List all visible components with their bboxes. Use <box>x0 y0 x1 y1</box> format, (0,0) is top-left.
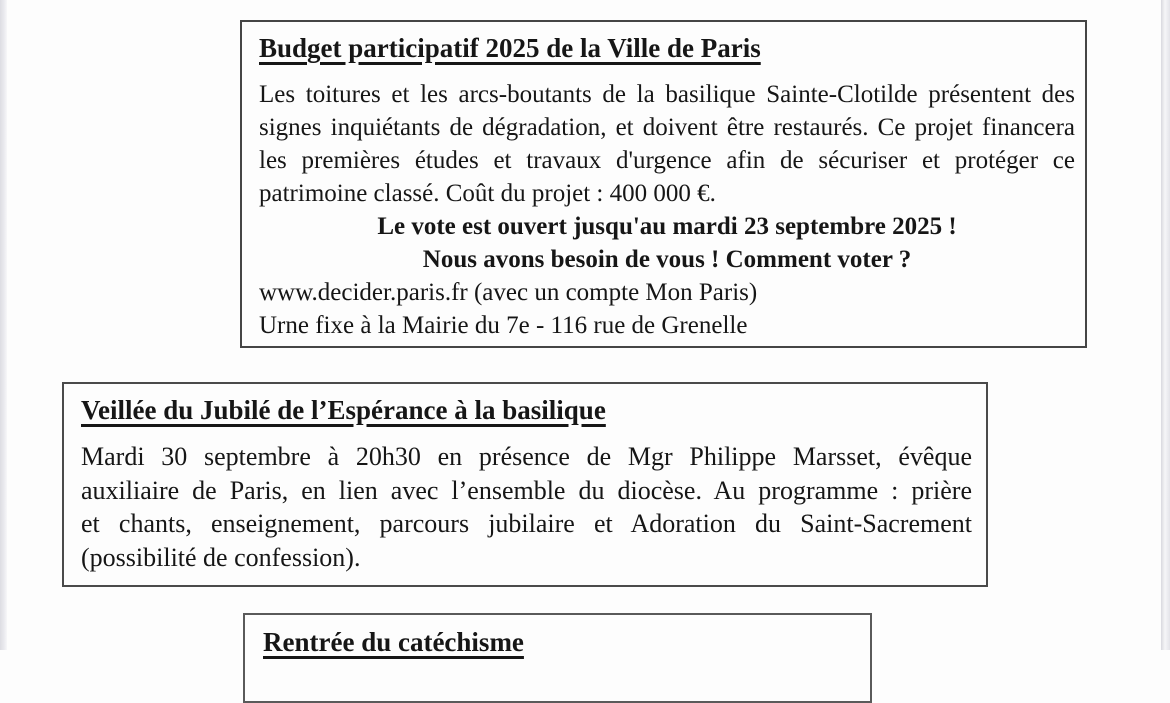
veillee-announcement-box <box>62 382 988 587</box>
vote-deadline-line: Le vote est ouvert jusqu'au mardi 23 septembre 2025 ! <box>377 213 957 240</box>
page-left-edge <box>0 0 7 650</box>
paragraph-line: (possibilité de confession). <box>81 542 361 572</box>
paragraph-line: patrimoine classé. Coût du projet : 400 000 €. <box>259 180 716 207</box>
vote-howto-line: Nous avons besoin de vous ! Comment voter ? <box>422 246 912 273</box>
budget-announcement-box <box>240 20 1087 348</box>
paragraph-line: les premières études et travaux d'urgence afin de sécuriser et protéger ce <box>259 147 1075 174</box>
budget-paragraph <box>259 78 1075 210</box>
catechisme-announcement-box <box>243 613 872 703</box>
page-right-edge <box>1161 0 1170 650</box>
paragraph-line: Les toitures et les arcs-boutants de la basilique Sainte-Clotilde présentent des <box>259 81 1075 108</box>
vote-website-line: www.decider.paris.fr (avec un compte Mon Paris) <box>259 279 758 306</box>
budget-title: Budget participatif 2025 de la Ville de Paris <box>259 33 761 63</box>
catechisme-title: Rentrée du catéchisme <box>263 627 524 657</box>
veillee-title: Veillée du Jubilé de l’Espérance à la basilique <box>81 395 606 425</box>
paragraph-line: auxiliaire de Paris, en lien avec l’ensemble du diocèse. Au programme : prière <box>81 475 972 505</box>
paragraph-line: et chants, enseignement, parcours jubilaire et Adoration du Saint-Sacrement <box>81 509 972 538</box>
veillee-paragraph <box>81 440 972 574</box>
paragraph-line: signes inquiétants de dégradation, et doivent être restaurés. Ce projet financera <box>259 114 1075 141</box>
paragraph-line: Mardi 30 septembre à 20h30 en présence de Mgr Philippe Marsset, évêque <box>81 442 972 471</box>
vote-urn-line: Urne fixe à la Mairie du 7e - 116 rue de Grenelle <box>259 312 748 339</box>
